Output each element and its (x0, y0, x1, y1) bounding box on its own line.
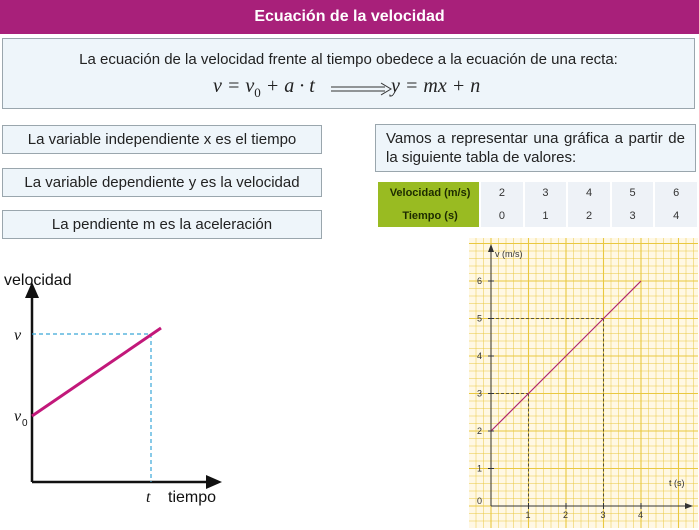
x-tick-label: 0 (477, 496, 483, 506)
y-tick-label: 5 (477, 313, 483, 324)
velocity-time-chart (469, 238, 698, 528)
intro-panel (2, 38, 695, 109)
x-tick-label: 1 (525, 510, 531, 520)
table-cell: 3 (612, 205, 654, 227)
table-row (378, 205, 697, 227)
t-label: t (146, 489, 151, 506)
v-label: v (14, 327, 22, 344)
table-cell: 2 (481, 182, 523, 205)
y-tick-label: 3 (477, 388, 483, 399)
table-cell: 1 (525, 205, 567, 227)
velocity-equation: $v = v_0 + a \cdot t$ (213, 75, 315, 100)
x-tick-label: 3 (600, 510, 606, 520)
table-cell: 3 (525, 182, 567, 205)
table-row-label: Velocidad (m/s) (378, 182, 479, 205)
table-cell: 4 (568, 182, 610, 205)
table-cell: 2 (568, 205, 610, 227)
line-equation: y = mx + n (391, 75, 481, 97)
page-title: Ecuación de la velocidad (0, 0, 699, 34)
table-cell: 6 (655, 182, 697, 205)
dependent-variable-box: La variable dependiente y es la velocidad (2, 168, 322, 197)
chart-y-label: v (m/s) (495, 249, 523, 259)
y-tick-label: 4 (477, 351, 483, 361)
x-tick-label: 4 (638, 510, 644, 520)
table-intro-text: Vamos a representar una gráfica a partir de la siguiente tabla de valores: (375, 124, 696, 172)
table-cell: 0 (481, 205, 523, 227)
table-cell: 5 (612, 182, 654, 205)
x-axis-label: tiempo (168, 489, 217, 506)
intro-text: La ecuación de la velocidad frente al tiempo obedece a la ecuación de una recta: (79, 51, 618, 68)
x-tick-label: 2 (563, 510, 569, 520)
v0-subscript: 0 (22, 418, 28, 429)
v0-label: v (14, 408, 22, 425)
values-table (376, 182, 699, 227)
concept-graph (0, 268, 240, 528)
velocity-line (32, 328, 161, 416)
table-row-label: Tiempo (s) (378, 205, 479, 227)
independent-variable-box: La variable independiente x es el tiempo (2, 125, 322, 154)
y-tick-label: 6 (477, 276, 483, 286)
chart-x-label: t (s) (669, 478, 685, 488)
arrow-right-icon (329, 81, 399, 101)
table-row (378, 182, 697, 205)
y-tick-label: 2 (477, 426, 483, 436)
x-axis-arrow-icon (206, 475, 222, 489)
y-axis-label: velocidad (4, 272, 72, 289)
slope-box: La pendiente m es la aceleración (2, 210, 322, 239)
y-tick-label: 1 (477, 463, 483, 474)
table-cell: 4 (655, 205, 697, 227)
